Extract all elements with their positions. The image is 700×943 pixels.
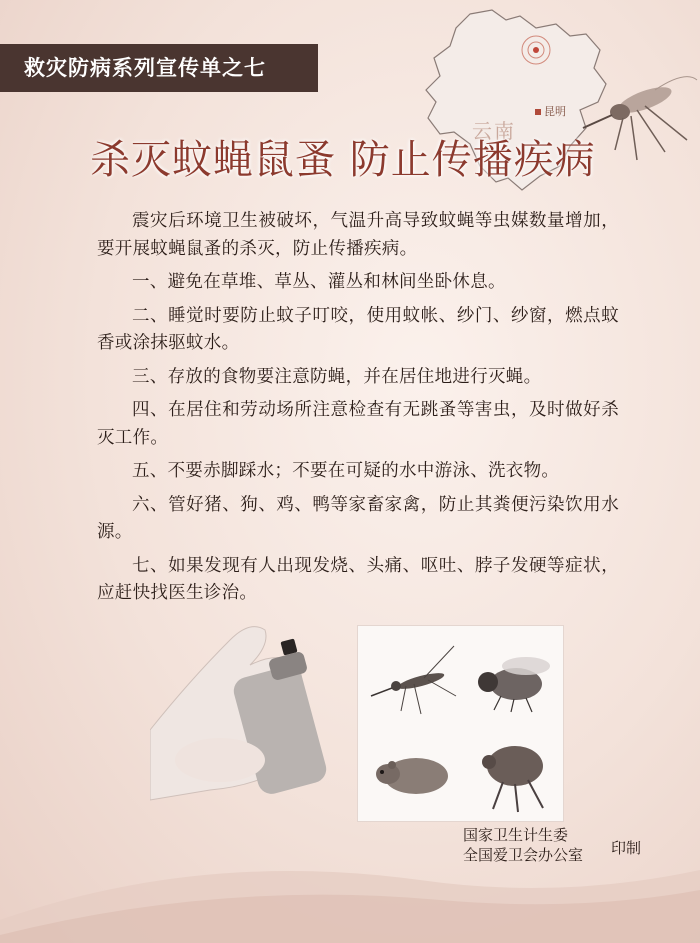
fly-photo bbox=[466, 644, 556, 714]
mosquito-photo bbox=[366, 636, 461, 716]
printed-label: 印制 bbox=[611, 839, 642, 857]
series-label-band: 救灾防病系列宣传单之七 bbox=[0, 44, 318, 92]
list-item: 七、如果发现有人出现发烧、头痛、呕吐、脖子发硬等症状，应赶快找医生诊治。 bbox=[97, 555, 619, 603]
pest-photo-panel bbox=[357, 625, 564, 822]
decorative-swoosh bbox=[0, 860, 700, 943]
list-item: 五、不要赤脚踩水；不要在可疑的水中游泳、洗衣物。 bbox=[132, 461, 560, 481]
spray-can-hand-illustration bbox=[150, 610, 360, 810]
issuing-organizations bbox=[463, 825, 583, 865]
flea-photo bbox=[473, 734, 558, 814]
org-line: 全国爱卫会办公室 bbox=[463, 846, 584, 864]
list-item: 一、避免在草堆、草丛、灌丛和林间坐卧休息。 bbox=[132, 272, 506, 292]
page-title: 杀灭蚊蝇鼠蚤 防止传播疾病 bbox=[90, 137, 596, 183]
rat-photo bbox=[368, 741, 458, 806]
body-text bbox=[97, 208, 619, 614]
list-item: 六、管好猪、狗、鸡、鸭等家畜家禽，防止其粪便污染饮用水源。 bbox=[97, 494, 619, 542]
list-item: 三、存放的食物要注意防蝇，并在居住地进行灭蝇。 bbox=[132, 366, 542, 387]
list-item: 四、在居住和劳动场所注意检查有无跳蚤等害虫，及时做好杀灭工作。 bbox=[97, 400, 619, 448]
intro-paragraph: 震灾后环境卫生被破坏，气温升高导致蚊蝇等虫媒数量增加，要开展蚊蝇鼠蚤的杀灭，防止传播疾病。 bbox=[97, 211, 619, 259]
org-line: 国家卫生计生委 bbox=[463, 826, 569, 844]
list-item: 二、睡觉时要防止蚊子叮咬，使用蚊帐、纱门、纱窗，燃点蚊香或涂抹驱蚊水。 bbox=[97, 305, 619, 353]
map-province-label: 云南 bbox=[472, 119, 516, 143]
map-city-label: 昆明 bbox=[535, 103, 566, 119]
